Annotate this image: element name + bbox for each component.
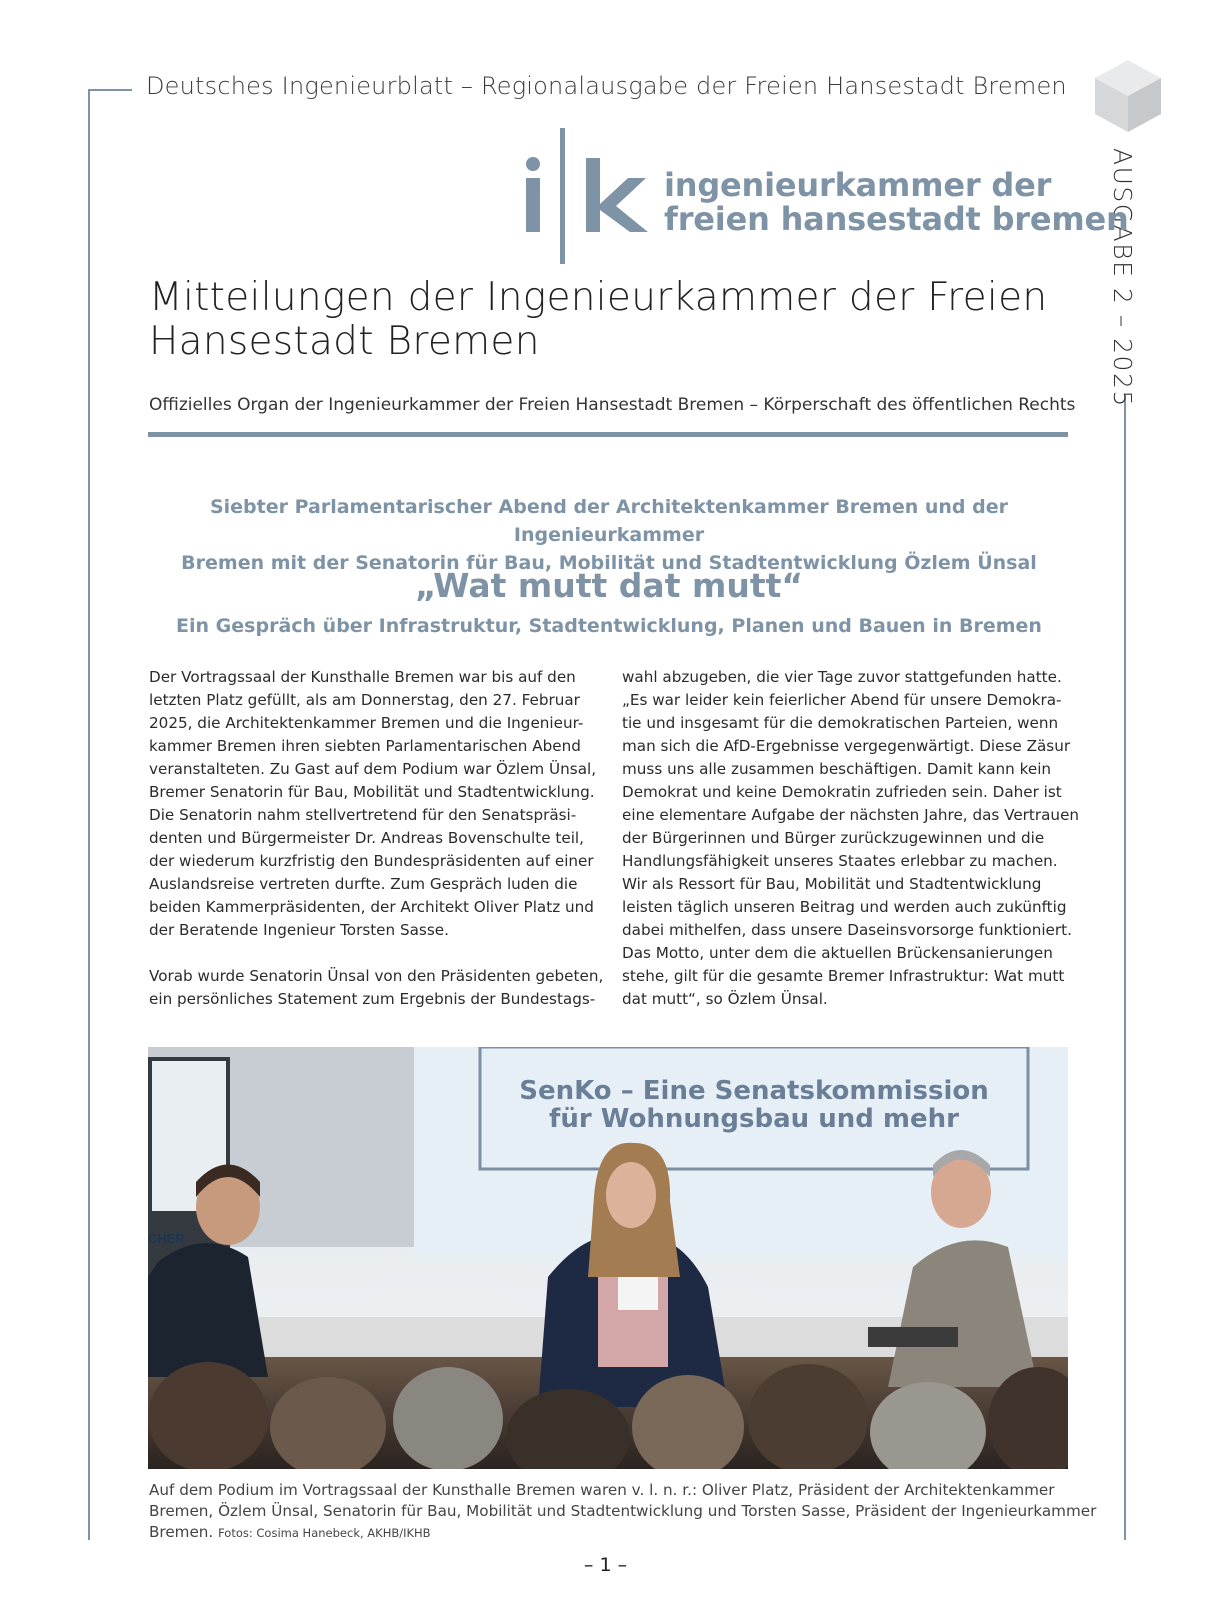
text-line: Auslandsreise vertreten durfte. Zum Gespräch luden die xyxy=(149,875,578,893)
text-line: der wiederum kurzfristig den Bundespräsidenten auf einer xyxy=(149,852,594,870)
frame-line-right xyxy=(1124,395,1126,1540)
text-line: muss uns alle zusammen beschäftigen. Damit kann kein xyxy=(622,760,1052,778)
section-subtitle: Offizielles Organ der Ingenieurkammer der Freien Hansestadt Bremen – Körperschaft des öffentlichen Rechts xyxy=(149,395,1076,415)
article-paragraph xyxy=(149,965,604,1011)
photo-slide-line2: für Wohnungsbau und mehr xyxy=(549,1104,959,1134)
article-kicker-line2: Bremen mit der Senatorin für Bau, Mobilität und Stadtentwicklung Özlem Ünsal xyxy=(181,552,1037,574)
article-column-right xyxy=(622,666,1080,1034)
issue-label: AUSGABE 2 – 2025 xyxy=(1108,148,1137,408)
ingenieurkammer-logo xyxy=(520,128,1129,264)
cube-icon xyxy=(1093,58,1163,134)
page-number: – 1 – xyxy=(583,1554,628,1576)
text-line: Wir als Ressort für Bau, Mobilität und Stadtentwicklung xyxy=(622,875,1042,893)
logo-text-line1: ingenieurkammer der xyxy=(664,166,1052,204)
article-kicker-line1: Siebter Parlamentarischer Abend der Architektenkammer Bremen und der Ingenieurkammer xyxy=(209,496,1009,546)
text-line: tie und insgesamt für die demokratischen Parteien, wenn xyxy=(622,714,1059,732)
caption-line-last xyxy=(149,1522,1079,1544)
text-line: Das Motto, unter dem die aktuellen Brückensanierungen xyxy=(622,944,1053,962)
caption-line: Bremen. xyxy=(149,1523,214,1541)
podium-photo xyxy=(148,1047,1068,1469)
article-paragraph xyxy=(622,666,1080,1011)
text-line: beiden Kammerpräsidenten, der Architekt Oliver Platz und xyxy=(149,898,594,916)
text-line: Bremer Senatorin für Bau, Mobilität und Stadtentwicklung. xyxy=(149,783,595,801)
text-line: der Beratende Ingenieur Torsten Sasse. xyxy=(149,921,449,939)
text-line: ein persönliches Statement zum Ergebnis der Bundestags- xyxy=(149,990,596,1008)
text-line: letzten Platz gefüllt, als am Donnerstag, den 27. Februar xyxy=(149,691,580,709)
text-line: dat mutt“, so Özlem Ünsal. xyxy=(622,990,828,1008)
text-line: stehe, gilt für die gesamte Bremer Infrastruktur: Wat mutt xyxy=(622,967,1065,985)
publication-header: Deutsches Ingenieurblatt – Regionalausgabe der Freien Hansestadt Bremen xyxy=(146,72,1067,100)
text-line: Der Vortragssaal der Kunsthalle Bremen war bis auf den xyxy=(149,668,576,686)
text-line: Die Senatorin nahm stellvertretend für den Senatspräsi- xyxy=(149,806,577,824)
text-line: „Es war leider kein feierlicher Abend für unsere Demokra- xyxy=(622,691,1062,709)
caption-line: Bremen, Özlem Ünsal, Senatorin für Bau, Mobilität und Stadtentwicklung und Torsten Sasse, Präsident der Ingenieurkammer xyxy=(149,1502,1097,1520)
photo-caption xyxy=(149,1480,1097,1544)
text-line: denten und Bürgermeister Dr. Andreas Bovenschulte teil, xyxy=(149,829,584,847)
article-headline: „Wat mutt dat mutt“ xyxy=(414,566,804,605)
text-line: 2025, die Architektenkammer Bremen und die Ingenieur- xyxy=(149,714,584,732)
logo-text-line2: freien hansestadt bremen xyxy=(664,200,1129,238)
text-line: leisten täglich unseren Beitrag und werden auch zukünftig xyxy=(622,898,1067,916)
article-kicker xyxy=(149,493,1069,577)
text-line: eine elementare Aufgabe der nächsten Jahre, das Vertrauen xyxy=(622,806,1080,824)
photo-side-text: CHER xyxy=(148,1231,185,1246)
text-line: Demokrat und keine Demokratin zufrieden sein. Daher ist xyxy=(622,783,1062,801)
text-line: wahl abzugeben, die vier Tage zuvor stattgefunden hatte. xyxy=(622,668,1062,686)
text-line: der Bürgerinnen und Bürger zurückzugewinnen und die xyxy=(622,829,1045,847)
frame-line-top xyxy=(88,89,132,91)
logo-text xyxy=(664,168,1129,236)
caption-line: Auf dem Podium im Vortragssaal der Kunsthalle Bremen waren v. l. n. r.: Oliver Platz, Präsident der Architektenkammer xyxy=(149,1481,1055,1499)
text-line: veranstalteten. Zu Gast auf dem Podium war Özlem Ünsal, xyxy=(149,760,597,778)
article-column-left xyxy=(149,666,604,1034)
article-deck: Ein Gespräch über Infrastruktur, Stadtentwicklung, Planen und Bauen in Bremen xyxy=(176,615,1042,637)
text-line: Handlungsfähigkeit unseres Staates erlebbar zu machen. xyxy=(622,852,1058,870)
photo-slide-line1: SenKo – Eine Senatskommission xyxy=(519,1076,989,1106)
text-line: man sich die AfD-Ergebnisse vergegenwärtigt. Diese Zäsur xyxy=(622,737,1071,755)
section-title: Mitteilungen der Ingenieurkammer der Freien Hansestadt Bremen xyxy=(149,275,1048,364)
text-line: Vorab wurde Senatorin Ünsal von den Präsidenten gebeten, xyxy=(149,967,604,985)
logo-mark-icon xyxy=(520,128,650,264)
frame-line-left xyxy=(88,89,90,1540)
photo-credit: Fotos: Cosima Hanebeck, AKHB/IKHB xyxy=(218,1526,431,1540)
text-line: dabei mithelfen, dass unsere Daseinsvorsorge funktioniert. xyxy=(622,921,1072,939)
section-divider xyxy=(148,432,1068,437)
text-line: kammer Bremen ihren siebten Parlamentarischen Abend xyxy=(149,737,581,755)
article-paragraph xyxy=(149,666,597,942)
